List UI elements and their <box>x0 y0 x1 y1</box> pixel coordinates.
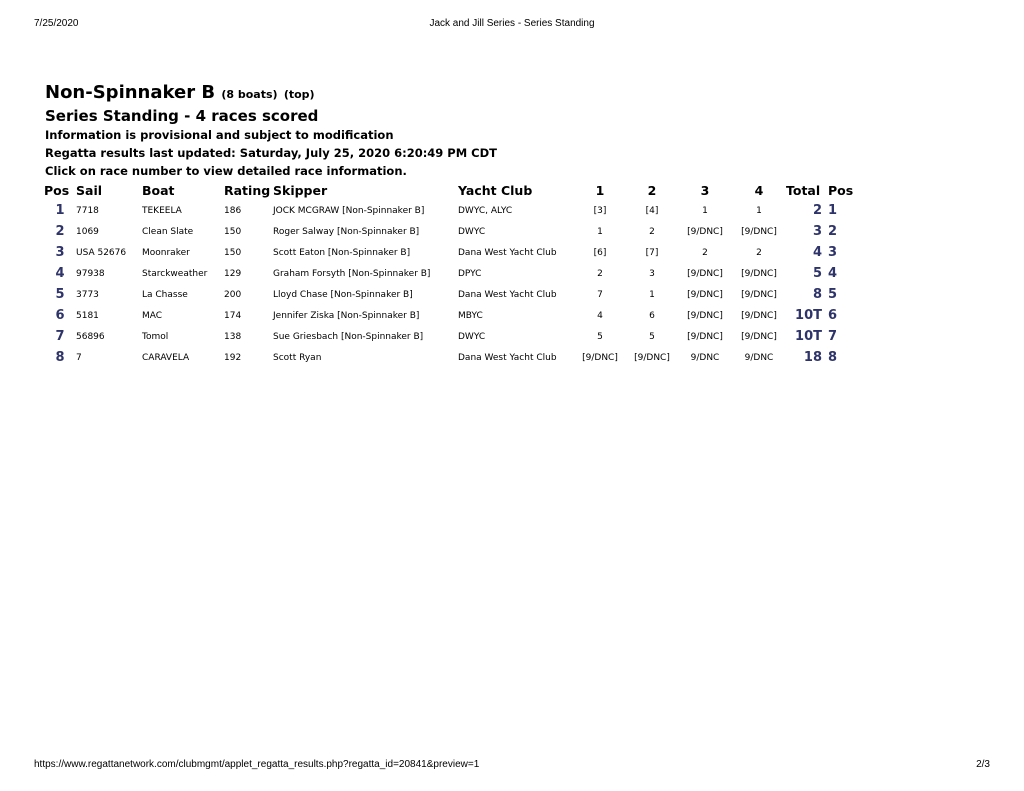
race-3-cell: [9/DNC] <box>687 226 723 237</box>
top-link[interactable]: (top) <box>283 88 315 101</box>
print-header <box>0 18 1024 32</box>
club-cell: DPYC <box>458 268 482 279</box>
race-4-cell: 2 <box>756 247 762 258</box>
rating-cell: 129 <box>224 268 242 279</box>
total-cell: 5 <box>812 266 822 281</box>
pos-cell: 4 <box>55 266 65 281</box>
skipper-cell: Jennifer Ziska [Non-Spinnaker B] <box>273 310 420 321</box>
col-skipper: Skipper <box>273 182 328 198</box>
col-race-3[interactable]: 3 <box>700 182 710 198</box>
col-boat: Boat <box>142 182 175 198</box>
total-cell: 10T <box>795 308 822 323</box>
total-cell: 4 <box>812 245 822 260</box>
race-2-cell: 2 <box>649 226 655 237</box>
skipper-cell: Lloyd Chase [Non-Spinnaker B] <box>273 289 413 300</box>
race-4-cell: [9/DNC] <box>741 289 777 300</box>
final-pos-cell: 7 <box>828 329 838 344</box>
provisional-note: Information is provisional and subject to modification <box>45 128 394 142</box>
race-4-cell: [9/DNC] <box>741 268 777 279</box>
table-row <box>44 326 858 347</box>
total-cell: 3 <box>812 224 822 239</box>
rating-cell: 150 <box>224 226 242 237</box>
rating-cell: 138 <box>224 331 242 342</box>
total-cell: 10T <box>795 329 822 344</box>
race-2-cell: 1 <box>649 289 655 300</box>
race-3-cell: [9/DNC] <box>687 268 723 279</box>
col-pos: Pos <box>44 182 70 198</box>
col-pos-2: Pos <box>828 182 854 198</box>
sail-cell: USA 52676 <box>76 247 127 258</box>
results-table <box>44 180 858 368</box>
final-pos-cell: 5 <box>828 287 838 302</box>
col-total: Total <box>786 182 821 198</box>
boats-count: (8 boats) <box>221 88 278 101</box>
page-number: 2/3 <box>976 759 990 770</box>
rating-cell: 150 <box>224 247 242 258</box>
class-name: Non-Spinnaker B <box>45 82 216 103</box>
club-cell: DWYC, ALYC <box>458 205 513 216</box>
skipper-cell: Roger Salway [Non-Spinnaker B] <box>273 226 420 237</box>
race-2-cell: 3 <box>649 268 655 279</box>
race-2-cell: [7] <box>645 247 659 258</box>
results-heading <box>45 82 497 180</box>
club-cell: DWYC <box>458 331 486 342</box>
club-cell: MBYC <box>458 310 483 321</box>
sail-cell: 7 <box>76 352 82 363</box>
boat-cell: TEKEELA <box>142 205 182 216</box>
table-row <box>44 347 858 368</box>
rating-cell: 192 <box>224 352 242 363</box>
sail-cell: 97938 <box>76 268 105 279</box>
race-2-cell: [9/DNC] <box>634 352 670 363</box>
final-pos-cell: 4 <box>828 266 838 281</box>
race-3-cell: 2 <box>702 247 708 258</box>
club-cell: Dana West Yacht Club <box>458 352 557 363</box>
table-row <box>44 284 858 305</box>
race-3-cell: 1 <box>702 205 708 216</box>
final-pos-cell: 1 <box>828 203 838 218</box>
race-3-cell: [9/DNC] <box>687 289 723 300</box>
rating-cell: 186 <box>224 205 242 216</box>
club-cell: Dana West Yacht Club <box>458 289 557 300</box>
pos-cell: 8 <box>55 350 65 365</box>
club-cell: Dana West Yacht Club <box>458 247 557 258</box>
pos-cell: 3 <box>55 245 65 260</box>
table-header-row <box>44 180 858 200</box>
skipper-cell: Graham Forsyth [Non-Spinnaker B] <box>273 268 431 279</box>
race-1-cell: 2 <box>597 268 603 279</box>
sail-cell: 1069 <box>76 226 99 237</box>
col-race-4[interactable]: 4 <box>754 182 764 198</box>
boat-cell: CARAVELA <box>142 352 190 363</box>
race-4-cell: 1 <box>756 205 762 216</box>
race-2-cell: [4] <box>645 205 659 216</box>
rating-cell: 174 <box>224 310 242 321</box>
standing-title: Series Standing - 4 races scored <box>45 107 319 125</box>
race-1-cell: 7 <box>597 289 603 300</box>
col-sail: Sail <box>76 182 103 198</box>
class-title <box>45 82 497 106</box>
club-cell: DWYC <box>458 226 486 237</box>
final-pos-cell: 8 <box>828 350 838 365</box>
final-pos-cell: 2 <box>828 224 838 239</box>
race-1-cell: [9/DNC] <box>582 352 618 363</box>
boat-cell: Clean Slate <box>142 226 194 237</box>
pos-cell: 7 <box>55 329 65 344</box>
pos-cell: 1 <box>55 203 65 218</box>
boat-cell: Moonraker <box>142 247 190 258</box>
table-row <box>44 221 858 242</box>
race-1-cell: 4 <box>597 310 603 321</box>
race-4-cell: [9/DNC] <box>741 310 777 321</box>
pos-cell: 2 <box>55 224 65 239</box>
boat-cell: Tomol <box>142 331 169 342</box>
skipper-cell: Scott Ryan <box>273 352 322 363</box>
race-4-cell: [9/DNC] <box>741 226 777 237</box>
race-1-cell: 5 <box>597 331 603 342</box>
table-row <box>44 200 858 221</box>
col-race-2[interactable]: 2 <box>647 182 657 198</box>
skipper-cell: Scott Eaton [Non-Spinnaker B] <box>273 247 411 258</box>
race-3-cell: [9/DNC] <box>687 310 723 321</box>
pos-cell: 5 <box>55 287 65 302</box>
race-1-cell: 1 <box>597 226 603 237</box>
skipper-cell: Sue Griesbach [Non-Spinnaker B] <box>273 331 424 342</box>
rating-cell: 200 <box>224 289 242 300</box>
race-4-cell: 9/DNC <box>744 352 774 363</box>
pos-cell: 6 <box>55 308 65 323</box>
total-cell: 8 <box>812 287 822 302</box>
race-2-cell: 6 <box>649 310 655 321</box>
col-race-1[interactable]: 1 <box>595 182 605 198</box>
final-pos-cell: 6 <box>828 308 838 323</box>
table-row <box>44 305 858 326</box>
last-updated: Regatta results last updated: Saturday, July 25, 2020 6:20:49 PM CDT <box>45 146 498 160</box>
sail-cell: 3773 <box>76 289 99 300</box>
race-1-cell: [6] <box>593 247 607 258</box>
boat-cell: MAC <box>142 310 163 321</box>
instructions: Click on race number to view detailed race information. <box>45 164 407 178</box>
sail-cell: 5181 <box>76 310 99 321</box>
skipper-cell: JOCK MCGRAW [Non-Spinnaker B] <box>273 205 425 216</box>
table-row <box>44 263 858 284</box>
race-4-cell: [9/DNC] <box>741 331 777 342</box>
print-url: https://www.regattanetwork.com/clubmgmt/applet_regatta_results.php?regatta_id=20841&preview=1 <box>34 759 480 770</box>
total-cell: 2 <box>812 203 822 218</box>
table-row <box>44 242 858 263</box>
boat-cell: Starckweather <box>142 268 208 279</box>
race-1-cell: [3] <box>593 205 607 216</box>
print-date: 7/25/2020 <box>34 18 79 29</box>
col-rating: Rating <box>224 182 271 198</box>
race-3-cell: 9/DNC <box>690 352 720 363</box>
total-cell: 18 <box>803 350 822 365</box>
col-club: Yacht Club <box>458 182 533 198</box>
sail-cell: 56896 <box>76 331 105 342</box>
print-footer <box>0 759 1024 773</box>
final-pos-cell: 3 <box>828 245 838 260</box>
print-title: Jack and Jill Series - Series Standing <box>429 18 595 29</box>
race-2-cell: 5 <box>649 331 655 342</box>
sail-cell: 7718 <box>76 205 99 216</box>
race-3-cell: [9/DNC] <box>687 331 723 342</box>
boat-cell: La Chasse <box>142 289 188 300</box>
